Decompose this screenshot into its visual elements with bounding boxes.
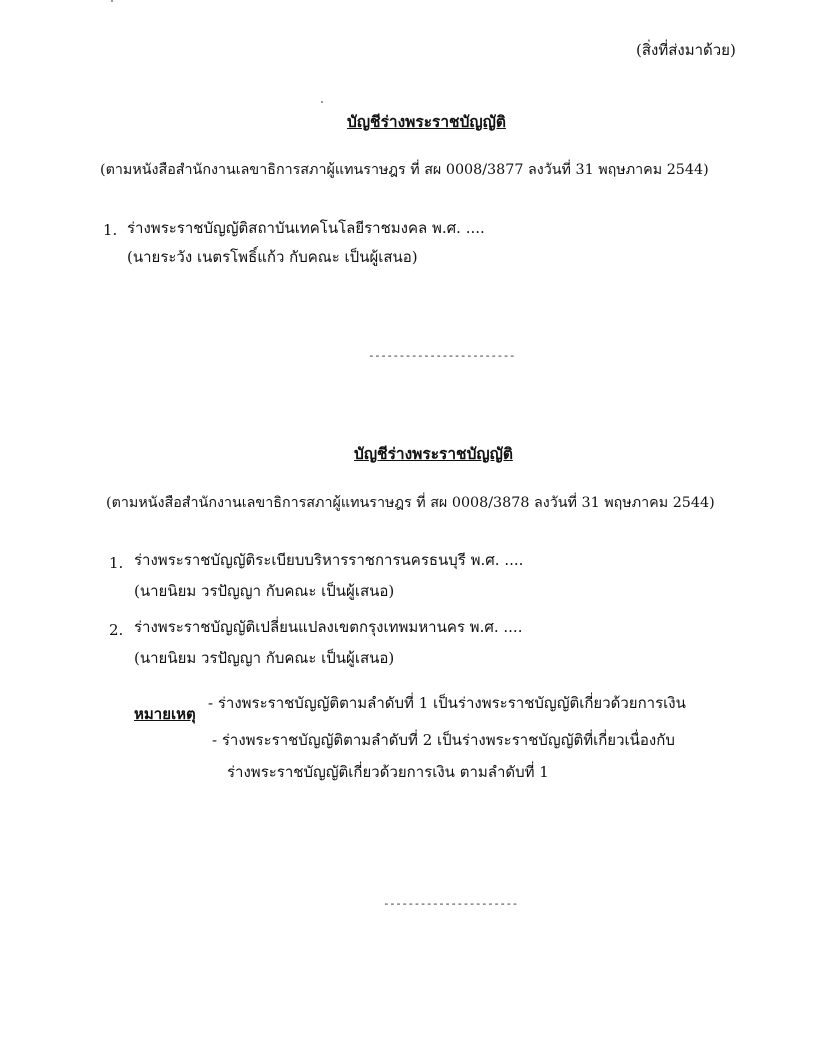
section-1-reference: (ตามหนังสือสำนักงานเลขาธิการสภาผู้แทนราษฎร ที่ สผ 0008/3877 ลงวันที่ 31 พฤษภาคม 2544) — [100, 162, 709, 178]
section-1-item-1-proposer: (นายระวัง เนตรโพธิ์แก้ว กับคณะ เป็นผู้เสนอ) — [127, 248, 418, 266]
remark-line-1: - ร่างพระราชบัญญัติตามลำดับที่ 1 เป็นร่างพระราชบัญญัติเกี่ยวด้วยการเงิน — [208, 694, 686, 712]
remark-line-2: - ร่างพระราชบัญญัติตามลำดับที่ 2 เป็นร่างพระราชบัญญัติที่เกี่ยวเนื่องกับ — [212, 731, 675, 749]
section-2-divider: ---------------------- — [383, 897, 518, 910]
section-2-item-1-text: ร่างพระราชบัญญัติระเบียบบริหารราชการนครธนบุรี พ.ศ. .... — [134, 551, 524, 569]
section-1-divider: ------------------------ — [368, 349, 515, 362]
section-2-item-2-proposer: (นายนิยม วรปัญญา กับคณะ เป็นผู้เสนอ) — [134, 649, 395, 667]
remark-label: หมายเหตุ — [134, 705, 196, 723]
section-2-item-1-number: 1. — [109, 554, 124, 572]
section-2-title: บัญชีร่างพระราชบัญญัติ — [354, 444, 513, 463]
section-1-title: บัญชีร่างพระราชบัญญัติ — [347, 112, 506, 131]
scan-speck — [111, 0, 113, 2]
section-2-item-2-text: ร่างพระราชบัญญัติเปลี่ยนแปลงเขตกรุงเทพมหานคร พ.ศ. .... — [134, 618, 523, 636]
section-2-item-1-proposer: (นายนิยม วรปัญญา กับคณะ เป็นผู้เสนอ) — [134, 582, 395, 600]
remark-line-3: ร่างพระราชบัญญัติเกี่ยวด้วยการเงิน ตามลำดับที่ 1 — [227, 763, 549, 781]
section-2-item-2-number: 2. — [109, 621, 124, 639]
section-2-reference: (ตามหนังสือสำนักงานเลขาธิการสภาผู้แทนราษฎร ที่ สผ 0008/3878 ลงวันที่ 31 พฤษภาคม 2544) — [106, 495, 715, 511]
enclosure-note: (สิ่งที่ส่งมาด้วย) — [636, 41, 736, 59]
scan-speck — [321, 101, 323, 103]
section-1-item-1-number: 1. — [103, 221, 118, 239]
section-1-item-1-text: ร่างพระราชบัญญัติสถาบันเทคโนโลยีราชมงคล พ.ศ. .... — [127, 219, 485, 237]
